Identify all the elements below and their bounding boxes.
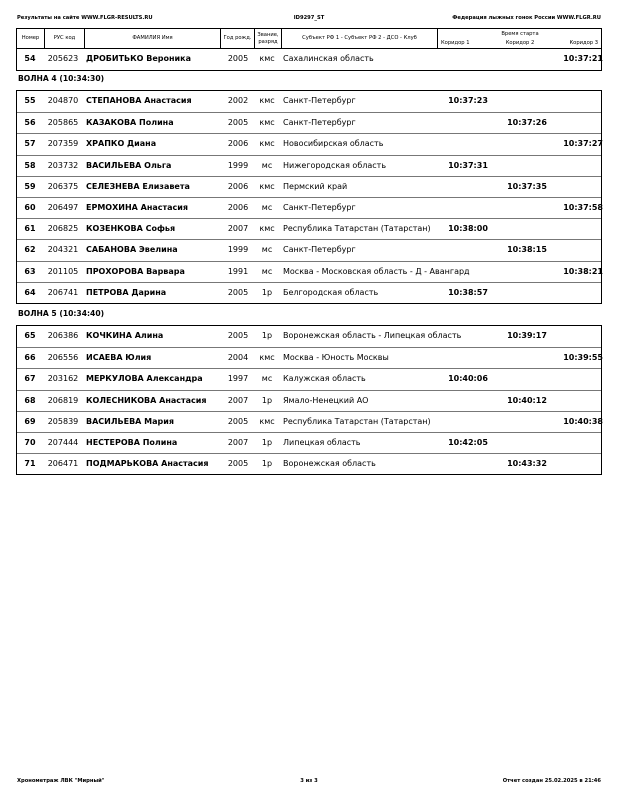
cell-rank: кмс bbox=[259, 416, 275, 426]
cell-number: 59 bbox=[24, 181, 36, 191]
table-row bbox=[17, 133, 601, 154]
col-head-corridor-3: Коридор 3 bbox=[569, 40, 598, 46]
cell-number: 54 bbox=[24, 54, 36, 63]
cell-year: 2007 bbox=[227, 224, 249, 234]
cell-number: 63 bbox=[24, 266, 36, 276]
table-row bbox=[17, 261, 601, 282]
cell-corridor-1: 10:37:31 bbox=[448, 160, 488, 170]
col-head-name: ФАМИЛИЯ Имя bbox=[84, 29, 220, 48]
cell-rus-code: 206825 bbox=[47, 224, 79, 234]
cell-number: 64 bbox=[24, 287, 36, 297]
cell-region: Калужская область bbox=[283, 374, 366, 384]
cell-year: 2005 bbox=[227, 54, 249, 63]
table-row bbox=[17, 218, 601, 239]
cell-year: 1999 bbox=[227, 245, 249, 255]
cell-number: 61 bbox=[24, 224, 36, 234]
cell-number: 56 bbox=[24, 118, 36, 128]
results-group-wave-5 bbox=[16, 325, 602, 475]
table-row bbox=[17, 411, 601, 432]
cell-number: 60 bbox=[24, 202, 36, 212]
cell-region: Липецкая область bbox=[283, 437, 361, 447]
col-head-region: Субъект РФ 1 - Субъект РФ 2 - ДСО - Клуб bbox=[281, 29, 437, 48]
cell-region: Москва - Юность Москвы bbox=[283, 353, 389, 363]
cell-rank: кмс bbox=[259, 224, 275, 234]
table-row bbox=[17, 347, 601, 368]
cell-name: ХРАПКО Диана bbox=[86, 139, 157, 149]
cell-name: ПРОХОРОВА Варвара bbox=[86, 266, 185, 276]
cell-region: Республика Татарстан (Татарстан) bbox=[283, 224, 431, 234]
cell-year: 1997 bbox=[227, 374, 249, 384]
cell-name: САБАНОВА Эвелина bbox=[86, 245, 178, 255]
cell-rank: кмс bbox=[259, 181, 275, 191]
table-row bbox=[17, 432, 601, 453]
column-header-row bbox=[16, 28, 602, 49]
cell-name: ДРОБИТЬКО Вероника bbox=[86, 54, 191, 63]
cell-year: 2006 bbox=[227, 181, 249, 191]
cell-rank: мс bbox=[261, 245, 273, 255]
cell-region: Пермский край bbox=[283, 181, 348, 191]
cell-region: Ямало-Ненецкий АО bbox=[283, 395, 369, 405]
header-site-link: Результаты на сайте WWW.FLGR-RESULTS.RU bbox=[17, 15, 153, 21]
cell-rank: 1р bbox=[261, 395, 273, 405]
cell-rank: мс bbox=[261, 374, 273, 384]
table-row bbox=[17, 176, 601, 197]
cell-year: 1991 bbox=[227, 266, 249, 276]
cell-rank: 1р bbox=[261, 459, 273, 469]
cell-corridor-3: 10:37:21 bbox=[563, 54, 603, 63]
cell-number: 71 bbox=[24, 459, 36, 469]
cell-rank: 1р bbox=[261, 331, 273, 340]
cell-corridor-1: 10:42:05 bbox=[448, 437, 488, 447]
table-row bbox=[17, 390, 601, 411]
cell-rank: мс bbox=[261, 266, 273, 276]
col-head-rus: РУС код bbox=[44, 29, 84, 48]
col-head-start-time: Время старта bbox=[501, 31, 539, 37]
cell-name: КОЛЕСНИКОВА Анастасия bbox=[86, 395, 207, 405]
cell-rank: кмс bbox=[259, 54, 275, 63]
cell-rank: 1р bbox=[261, 287, 273, 297]
cell-number: 69 bbox=[24, 416, 36, 426]
cell-region: Санкт-Петербург bbox=[283, 118, 356, 128]
cell-name: ИСАЕВА Юлия bbox=[86, 353, 152, 363]
cell-number: 68 bbox=[24, 395, 36, 405]
cell-region: Воронежская область - Липецкая область bbox=[283, 331, 462, 340]
cell-year: 2004 bbox=[227, 353, 249, 363]
cell-name: КОЗЕНКОВА Софья bbox=[86, 224, 176, 234]
table-row bbox=[17, 453, 601, 474]
cell-name: СЕЛЕЗНЕВА Елизавета bbox=[86, 181, 190, 191]
cell-region: Санкт-Петербург bbox=[283, 202, 356, 212]
cell-number: 66 bbox=[24, 353, 36, 363]
header-federation-link: Федерация лыжных гонок России WWW.FLGR.RU bbox=[452, 15, 601, 21]
table-row bbox=[17, 49, 601, 70]
cell-rus-code: 206556 bbox=[47, 353, 79, 363]
cell-rus-code: 204870 bbox=[47, 96, 79, 105]
cell-number: 67 bbox=[24, 374, 36, 384]
cell-number: 55 bbox=[24, 96, 36, 105]
table-row bbox=[17, 368, 601, 389]
cell-rus-code: 205839 bbox=[47, 416, 79, 426]
cell-rus-code: 203162 bbox=[47, 374, 79, 384]
col-head-year: Год рожд. bbox=[220, 29, 254, 48]
table-row bbox=[17, 326, 601, 347]
cell-name: МЕРКУЛОВА Александра bbox=[86, 374, 203, 384]
col-head-start-times bbox=[437, 29, 601, 48]
cell-rus-code: 205865 bbox=[47, 118, 79, 128]
cell-name: ВАСИЛЬЕВА Ольга bbox=[86, 160, 172, 170]
cell-year: 2007 bbox=[227, 437, 249, 447]
cell-rank: кмс bbox=[259, 118, 275, 128]
cell-rus-code: 207444 bbox=[47, 437, 79, 447]
cell-rus-code: 206741 bbox=[47, 287, 79, 297]
cell-rus-code: 204321 bbox=[47, 245, 79, 255]
footer-report-date: Отчет создан 25.02.2025 в 21:46 bbox=[502, 778, 601, 784]
cell-name: ЕРМОХИНА Анастасия bbox=[86, 202, 189, 212]
cell-rus-code: 206497 bbox=[47, 202, 79, 212]
cell-corridor-3: 10:37:58 bbox=[563, 202, 603, 212]
footer-page-number: 3 из 3 bbox=[300, 778, 318, 784]
cell-name: НЕСТЕРОВА Полина bbox=[86, 437, 178, 447]
col-head-rank-line1: Звание, bbox=[257, 32, 279, 38]
cell-year: 2005 bbox=[227, 118, 249, 128]
col-head-number: Номер bbox=[21, 35, 40, 41]
cell-year: 2006 bbox=[227, 139, 249, 149]
cell-year: 2006 bbox=[227, 202, 249, 212]
cell-year: 1999 bbox=[227, 160, 249, 170]
cell-region: Республика Татарстан (Татарстан) bbox=[283, 416, 431, 426]
cell-rank: 1р bbox=[261, 437, 273, 447]
col-head-rank bbox=[254, 29, 281, 48]
cell-rus-code: 206386 bbox=[47, 331, 79, 340]
cell-name: ПЕТРОВА Дарина bbox=[86, 287, 167, 297]
cell-region: Сахалинская область bbox=[283, 54, 374, 63]
cell-name: СТЕПАНОВА Анастасия bbox=[86, 96, 192, 105]
table-row bbox=[17, 112, 601, 133]
cell-year: 2005 bbox=[227, 459, 249, 469]
cell-number: 58 bbox=[24, 160, 36, 170]
cell-rus-code: 205623 bbox=[47, 54, 79, 63]
cell-corridor-1: 10:38:57 bbox=[448, 287, 488, 297]
cell-region: Санкт-Петербург bbox=[283, 96, 356, 105]
cell-corridor-3: 10:39:55 bbox=[563, 353, 603, 363]
cell-corridor-1: 10:40:06 bbox=[448, 374, 488, 384]
cell-number: 65 bbox=[24, 331, 36, 340]
cell-year: 2007 bbox=[227, 395, 249, 405]
cell-corridor-2: 10:40:12 bbox=[507, 395, 547, 405]
cell-corridor-3: 10:38:21 bbox=[563, 266, 603, 276]
col-head-corridor-2: Коридор 2 bbox=[505, 40, 535, 46]
footer-timing-provider: Хронометраж ЛВК "Мирный" bbox=[17, 778, 105, 784]
cell-corridor-3: 10:37:27 bbox=[563, 139, 603, 149]
wave-title: ВОЛНА 5 (10:34:40) bbox=[18, 309, 105, 318]
cell-year: 2005 bbox=[227, 287, 249, 297]
table-row bbox=[17, 197, 601, 218]
cell-corridor-1: 10:37:23 bbox=[448, 96, 488, 105]
table-row bbox=[17, 239, 601, 260]
cell-rank: кмс bbox=[259, 353, 275, 363]
table-row bbox=[17, 91, 601, 112]
cell-rus-code: 206471 bbox=[47, 459, 79, 469]
results-group-wave-4 bbox=[16, 90, 602, 304]
col-head-rank-line2: разряд bbox=[258, 39, 278, 45]
cell-rank: кмс bbox=[259, 96, 275, 105]
cell-year: 2002 bbox=[227, 96, 249, 105]
cell-name: КОЧКИНА Алина bbox=[86, 331, 164, 340]
cell-name: ВАСИЛЬЕВА Мария bbox=[86, 416, 174, 426]
cell-corridor-2: 10:39:17 bbox=[507, 331, 547, 340]
cell-region: Белгородская область bbox=[283, 287, 379, 297]
col-head-corridor-1: Коридор 1 bbox=[441, 40, 470, 46]
cell-region: Нижегородская область bbox=[283, 160, 387, 170]
cell-number: 57 bbox=[24, 139, 36, 149]
cell-region: Новосибирская область bbox=[283, 139, 384, 149]
cell-number: 70 bbox=[24, 437, 36, 447]
cell-region: Воронежская область bbox=[283, 459, 376, 469]
cell-name: ПОДМАРЬКОВА Анастасия bbox=[86, 459, 209, 469]
table-row bbox=[17, 155, 601, 176]
header-protocol-id: ID9297_ST bbox=[293, 15, 325, 21]
cell-region: Санкт-Петербург bbox=[283, 245, 356, 255]
cell-name: КАЗАКОВА Полина bbox=[86, 118, 174, 128]
table-row bbox=[17, 282, 601, 303]
cell-rus-code: 203732 bbox=[47, 160, 79, 170]
cell-corridor-2: 10:43:32 bbox=[507, 459, 547, 469]
cell-rank: мс bbox=[261, 160, 273, 170]
cell-corridor-2: 10:38:15 bbox=[507, 245, 547, 255]
cell-rank: мс bbox=[261, 202, 273, 212]
cell-rus-code: 206819 bbox=[47, 395, 79, 405]
cell-corridor-3: 10:40:38 bbox=[563, 416, 603, 426]
cell-year: 2005 bbox=[227, 331, 249, 340]
cell-rus-code: 201105 bbox=[47, 266, 79, 276]
cell-rus-code: 207359 bbox=[47, 139, 79, 149]
cell-corridor-2: 10:37:35 bbox=[507, 181, 547, 191]
wave-title: ВОЛНА 4 (10:34:30) bbox=[18, 74, 105, 83]
cell-corridor-2: 10:37:26 bbox=[507, 118, 547, 128]
cell-corridor-1: 10:38:00 bbox=[448, 224, 488, 234]
cell-rus-code: 206375 bbox=[47, 181, 79, 191]
cell-year: 2005 bbox=[227, 416, 249, 426]
cell-rank: кмс bbox=[259, 139, 275, 149]
results-group-top bbox=[16, 48, 602, 71]
cell-number: 62 bbox=[24, 245, 36, 255]
cell-region: Москва - Московская область - Д - Авангард bbox=[283, 266, 470, 276]
